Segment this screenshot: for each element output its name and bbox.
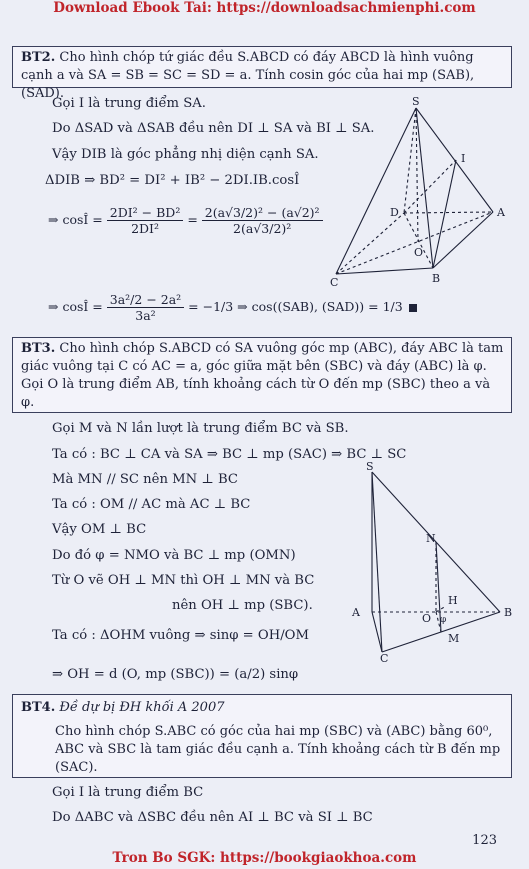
bt3-line-4: Ta có : OM // AC mà AC ⊥ BC	[52, 497, 251, 512]
pt-S: S	[412, 96, 420, 108]
bt4-tag: BT4.	[21, 700, 56, 715]
pt-N: N	[426, 532, 436, 545]
bt2-l6-fd: 3a²	[135, 308, 156, 323]
bt3-line-8: nên OH ⊥ mp (SBC).	[172, 598, 313, 613]
bt3-line-5: Vậy OM ⊥ BC	[52, 522, 147, 537]
pt-A: A	[497, 206, 505, 219]
bt3-problem: Cho hình chóp S.ABCD có SA vuông góc mp (ABC), đáy ABC là tam giác vuông tại C có AC = a, góc giữa mặt bên (SBC) và đáy (ABC) là φ. Gọi O là trung điểm AB, tính khoảng cách từ O đến mp (SBC) theo a và φ.	[21, 341, 504, 410]
bt2-line-1: Gọi I là trung điểm SA.	[52, 96, 207, 111]
pt-O: O	[414, 246, 424, 259]
bt2-line-5: ⇒ cosÎ = $\frac{\text{2DI² − BD²}}{\text{2DI²}}$ = $\frac{\text{2(a√3/2)² − (a√2)²}}{\text{2(a√3/2)²}}$	[48, 205, 323, 236]
bt3-line-1: Gọi M và N lần lượt là trung điểm BC và SB.	[52, 421, 349, 436]
bt2-l5-f2n: 2(a√3/2)² − (a√2)²	[202, 205, 323, 221]
pt-C3: C	[380, 652, 389, 662]
pt-M: M	[448, 632, 460, 645]
bt2-l6-frac	[107, 292, 184, 323]
bt2-l5-f2d: 2(a√3/2)²	[233, 221, 292, 236]
bt3-line-2: Ta có : BC ⊥ CA và SA ⇒ BC ⊥ mp (SAC) ⇒ BC ⊥ SC	[52, 447, 407, 462]
bt4-source: Đề dự bị ĐH khối A 2007	[59, 700, 225, 715]
bt3-line-7: Từ O vẽ OH ⊥ MN thì OH ⊥ MN và BC	[52, 573, 315, 588]
page-number: 123	[472, 833, 497, 848]
bt3-tag: BT3.	[21, 341, 56, 356]
bt2-l6-fn: 3a²/2 − 2a²	[107, 292, 184, 308]
tetra-figure	[342, 462, 522, 662]
bt4-line-2: Do ΔABC và ΔSBC đều nên AI ⊥ BC và SI ⊥ BC	[52, 810, 373, 825]
pt-C: C	[330, 276, 339, 289]
pt-B3: B	[504, 606, 513, 619]
bt3-line-10: ⇒ OH = d (O, mp (SBC)) = (a/2) sinφ	[52, 667, 299, 682]
bt2-line-6	[48, 292, 417, 323]
bt3-problem-box	[12, 337, 512, 413]
pt-O3: O	[422, 612, 432, 625]
bt2-l5-frac2	[202, 205, 323, 236]
bt3-line-3: Mà MN // SC nên MN ⊥ BC	[52, 472, 239, 487]
bt2-l6-rest: = −1/3 ⇒ cos((SAB), (SAD)) = 1/3	[188, 299, 403, 314]
pt-B: B	[432, 272, 441, 285]
bt3-line-9: Ta có : ΔOHM vuông ⇒ sinφ = OH/OM	[52, 628, 309, 643]
pt-A3: A	[352, 606, 360, 619]
pt-I: I	[461, 152, 466, 165]
bt3-line-6: Do đó φ = NMO và BC ⊥ mp (OMN)	[52, 548, 296, 563]
bt2-problem: Cho hình chóp tứ giác đều S.ABCD có đáy ABCD là hình vuông cạnh a và SA = SB = SC = SD = a. Tính cosin góc của hai mp (SAB), (SAD).	[21, 50, 475, 101]
bt2-line-2: Do ΔSAD và ΔSAB đều nên DI ⊥ SA và BI ⊥ SA.	[52, 121, 375, 136]
bt2-l6-lhs: ⇒ cosÎ =	[48, 299, 103, 314]
download-footer: Tron Bo SGK: https://bookgiaokhoa.com	[112, 850, 417, 866]
bt2-l5-frac1	[107, 205, 184, 236]
pt-S3: S	[366, 462, 374, 473]
end-square-icon	[409, 304, 417, 312]
bt2-l5-f1d: 2DI²	[131, 221, 160, 236]
pyramid-figure	[318, 96, 518, 292]
bt2-l5-lhs: ⇒ cosÎ =	[48, 212, 103, 227]
bt2-line-4: ΔDIB ⇒ BD² = DI² + IB² − 2DI.IB.cosÎ	[45, 173, 300, 188]
bt2-l5-f1n: 2DI² − BD²	[107, 205, 184, 221]
bt2-problem-box	[12, 46, 512, 101]
pt-H: H	[448, 594, 458, 607]
bt4-problem: Cho hình chóp S.ABC có góc của hai mp (SBC) và (ABC) bằng 60⁰, ABC và SBC là tam giác đều cạnh a. Tính khoảng cách từ B đến mp (SAC).	[55, 724, 501, 775]
bt2-tag: BT2.	[21, 50, 56, 65]
pt-phi: φ	[440, 615, 447, 625]
bt4-problem-box	[12, 694, 512, 778]
bt2-line-3: Vậy DIB là góc phẳng nhị diện cạnh SA.	[52, 147, 319, 162]
bt4-line-1: Gọi I là trung điểm BC	[52, 785, 204, 800]
pt-D: D	[390, 206, 399, 219]
download-header: Download Ebook Tai: https://downloadsachmienphi.com	[53, 0, 476, 16]
